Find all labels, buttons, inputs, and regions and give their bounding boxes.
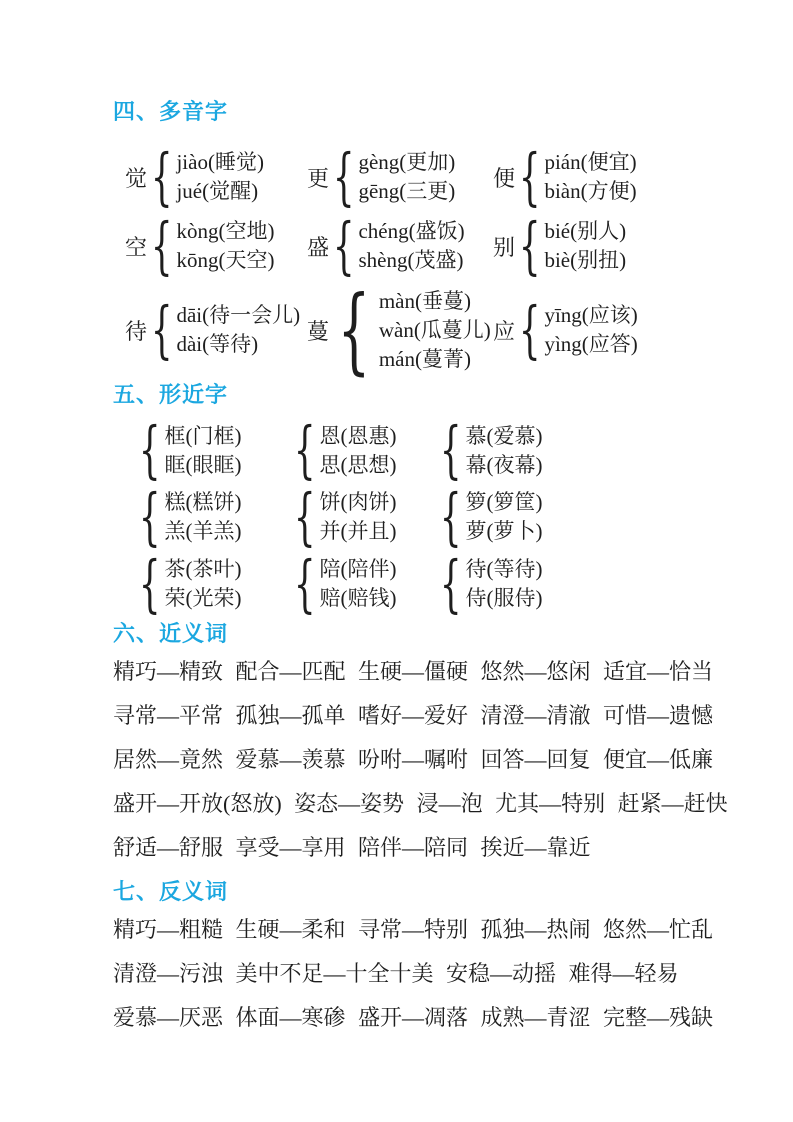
polyphonic-char: 盛: [307, 234, 330, 260]
reading: biè(别扭): [544, 248, 627, 273]
reading: kōng(天空): [176, 248, 275, 273]
polyphonic-char: 更: [307, 165, 330, 191]
section-similar-characters: [113, 382, 703, 620]
pair-items: [164, 422, 241, 480]
polyphonic-grid: [125, 140, 703, 385]
readings-list: [358, 217, 464, 275]
brace-icon: {: [332, 140, 355, 213]
character-pair: [436, 546, 543, 620]
pair-items: [465, 422, 542, 480]
pair-item: 饼(肉饼): [319, 490, 397, 515]
character-pair: [436, 479, 543, 553]
antonym-lines: [113, 916, 714, 1030]
brace-icon: {: [439, 413, 462, 487]
brace-icon: {: [150, 292, 173, 366]
pair-items: [319, 555, 396, 613]
synonym-line: 居然—竟然 爱慕—羡慕 吩咐—嘱咐 回答—回复 便宜—低廉: [113, 746, 714, 772]
synonym-line: 寻常—平常 孤独—孤单 嗜好—爱好 清澄—清澈 可惜—遗憾: [113, 702, 714, 728]
brace-icon: {: [293, 413, 316, 487]
antonym-line: 爱慕—厌恶 体面—寒碜 盛开—凋落 成熟—青涩 完整—残缺: [113, 1004, 714, 1030]
brace-icon: {: [150, 208, 173, 282]
section-heading-polyphonic: 四、多音字: [113, 99, 229, 124]
brace-icon: {: [439, 546, 462, 620]
polyphonic-char: 应: [493, 318, 516, 344]
reading: jué(觉醒): [176, 179, 259, 204]
reading: yìng(应答): [544, 332, 638, 357]
pair-items: [465, 555, 542, 613]
section-heading-synonyms: 六、近义词: [113, 620, 229, 646]
brace-icon: {: [337, 275, 371, 385]
polyphonic-entry: [493, 140, 637, 213]
pair-item: 糕(糕饼): [164, 490, 242, 515]
pair-item: 侍(服侍): [465, 586, 543, 611]
synonym-lines: [113, 658, 728, 860]
section-heading-antonyms: 七、反义词: [113, 878, 229, 904]
polyphonic-entry: [125, 292, 301, 366]
readings-list: [176, 148, 263, 206]
similar-characters-grid: [135, 413, 703, 620]
brace-icon: {: [293, 546, 316, 620]
reading: dāi(待一会儿): [176, 303, 301, 328]
reading: biàn(方便): [544, 179, 637, 204]
pair-item: 赔(赔钱): [319, 586, 397, 611]
character-pair: [135, 413, 242, 487]
pair-item: 框(门框): [164, 423, 242, 448]
polyphonic-char: 待: [125, 318, 148, 344]
reading: gēng(三更): [358, 179, 456, 204]
brace-icon: {: [518, 140, 541, 213]
character-pair: [290, 479, 397, 553]
synonym-line: 舒适—舒服 享受—享用 陪伴—陪同 挨近—靠近: [113, 834, 591, 860]
pair-item: 荣(光荣): [164, 586, 242, 611]
section-polyphonic-characters: [113, 99, 703, 385]
synonym-line: 盛开—开放(怒放) 姿态—姿势 浸—泡 尤其—特别 赶紧—赶快: [113, 790, 728, 816]
brace-icon: {: [439, 479, 462, 553]
character-pair: [436, 413, 543, 487]
reading: kòng(空地): [176, 219, 275, 244]
pair-item: 并(并且): [319, 519, 397, 544]
polyphonic-entry: [493, 292, 638, 366]
brace-icon: {: [518, 292, 541, 366]
pair-items: [164, 555, 241, 613]
brace-icon: {: [138, 413, 161, 487]
reading: mán(蔓菁): [378, 346, 471, 371]
readings-list: [176, 301, 300, 359]
synonym-line: 精巧—精致 配合—匹配 生硬—僵硬 悠然—悠闲 适宜—恰当: [113, 658, 714, 684]
pair-items: [164, 488, 241, 546]
reading: yīng(应该): [544, 303, 638, 328]
section-heading-similar: 五、形近字: [113, 382, 229, 408]
reading: dài(等待): [176, 332, 259, 357]
brace-icon: {: [518, 208, 541, 282]
character-pair: [135, 546, 242, 620]
pair-items: [319, 488, 396, 546]
readings-list: [544, 301, 637, 359]
pair-item: 慕(爱慕): [465, 423, 543, 448]
section-antonyms: [113, 878, 714, 1030]
pair-item: 茶(茶叶): [164, 557, 242, 582]
reading: jiào(睡觉): [176, 150, 264, 175]
brace-icon: {: [138, 479, 161, 553]
brace-icon: {: [293, 479, 316, 553]
polyphonic-char: 觉: [125, 165, 148, 191]
polyphonic-entry: [307, 140, 456, 213]
readings-list: [358, 148, 455, 206]
pair-item: 羔(羊羔): [164, 519, 242, 544]
polyphonic-char: 别: [493, 234, 516, 260]
polyphonic-entry: [307, 275, 491, 385]
pair-item: 萝(萝卜): [465, 519, 543, 544]
character-pair: [290, 546, 397, 620]
pair-items: [465, 488, 542, 546]
reading: shèng(茂盛): [358, 248, 464, 273]
reading: wàn(瓜蔓儿): [378, 317, 491, 342]
brace-icon: {: [332, 208, 355, 282]
section-synonyms: [113, 620, 728, 860]
brace-icon: {: [138, 546, 161, 620]
antonym-line: 精巧—粗糙 生硬—柔和 寻常—特别 孤独—热闹 悠然—忙乱: [113, 916, 714, 942]
reading: gèng(更加): [358, 150, 456, 175]
polyphonic-char: 蔓: [307, 318, 330, 344]
readings-list: [544, 217, 626, 275]
polyphonic-entry: [125, 140, 264, 213]
pair-item: 恩(恩惠): [319, 423, 397, 448]
character-pair: [135, 479, 242, 553]
pair-item: 思(思想): [319, 452, 397, 477]
pair-items: [319, 422, 396, 480]
polyphonic-entry: [307, 208, 465, 282]
readings-list: [379, 287, 491, 374]
polyphonic-entry: [493, 208, 627, 282]
reading: pián(便宜): [544, 150, 637, 175]
reading: chéng(盛饭): [358, 219, 465, 244]
polyphonic-char: 便: [493, 165, 516, 191]
antonym-line: 清澄—污浊 美中不足—十全十美 安稳—动摇 难得—轻易: [113, 960, 679, 986]
reading: màn(垂蔓): [378, 288, 471, 313]
pair-item: 箩(箩筐): [465, 490, 543, 515]
reading: bié(别人): [544, 219, 627, 244]
brace-icon: {: [150, 140, 173, 213]
readings-list: [176, 217, 274, 275]
polyphonic-entry: [125, 208, 275, 282]
pair-item: 待(等待): [465, 557, 543, 582]
pair-item: 幕(夜幕): [465, 452, 543, 477]
readings-list: [544, 148, 636, 206]
pair-item: 眶(眼眶): [164, 452, 242, 477]
pair-item: 陪(陪伴): [319, 557, 397, 582]
character-pair: [290, 413, 397, 487]
polyphonic-char: 空: [125, 234, 148, 260]
